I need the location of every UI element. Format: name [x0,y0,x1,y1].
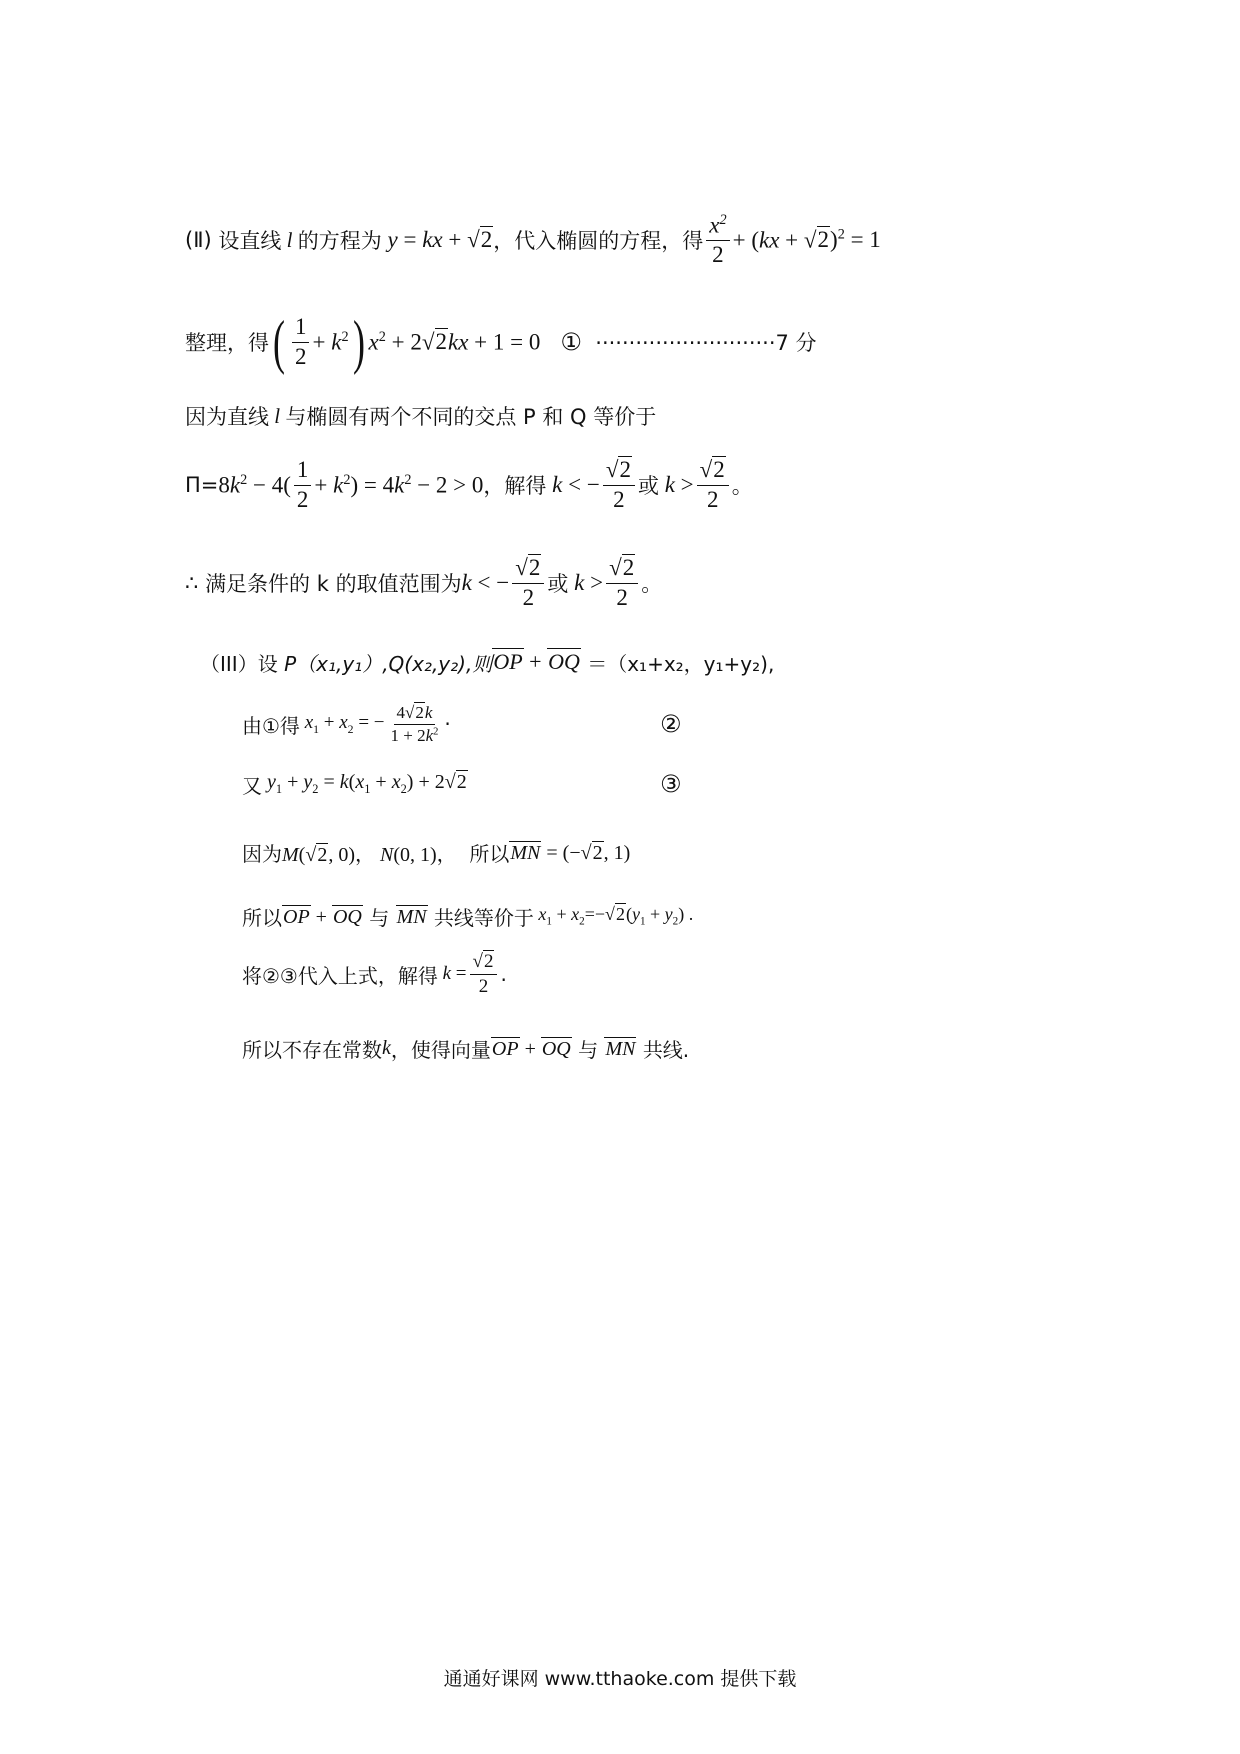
k-less-2: k < − [461,570,510,595]
part3-l7-text2: ，使得向量 [390,1037,491,1062]
ellipse-substitution: + (kx + √2)$^2$ = 1 [732,226,881,253]
q-point: ,Q(x₂,y₂),则 [382,651,493,676]
fraction-sqrt2-over-2-d: $\frac{√2}{2}$ [606,555,638,611]
part2-line4 [185,440,753,530]
part2-line4-end: 。 [731,474,753,498]
var-k: k [382,1036,391,1059]
equation-mark-3: ③ [660,770,682,798]
k-equals: k = [437,963,467,984]
equation-mark-2: ② [660,710,682,738]
fraction-x2-over-2: $\frac{x^2}{2}$ [706,212,729,269]
k-less: k < − [546,472,600,497]
line-equation: y = kx + √2 [381,227,493,252]
vector-sum-3: OP + OQ [491,1037,571,1060]
plus-k2: + $k^2$ [312,328,349,355]
vector-sum: OP + OQ [493,649,580,674]
k-greater: k > [658,472,694,497]
part3-line3 [242,764,468,804]
part2-label: (Ⅱ) [185,228,212,252]
part3-line6 [242,944,507,1004]
p-point: P（x₁,y₁） [284,651,383,676]
sum-x: $x_1 + x_2$ = − [299,711,385,736]
part2-line1-text2: 的方程为 [297,229,382,253]
fraction-4sqrt2k: $\frac{4√2k}{1 + 2k^2}$ [390,702,439,745]
part2-line5 [185,538,662,628]
part2-line1-text3: ，代入椭圆的方程，得 [493,229,704,253]
var-l-2: l [269,403,286,428]
fraction-sqrt2-over-2-e: $\frac{√2}{2}$ [470,951,498,998]
part2-line5-end: 。 [641,572,663,596]
part2-line1 [185,200,881,280]
equation-mark-1: ① [560,328,582,356]
part3-l4-text: 因为 [242,841,282,866]
part3-l2-text: 由①得 [242,713,300,738]
left-paren: ( [272,309,285,375]
fraction-1-over-2: $\frac{1}{2}$ [292,314,310,370]
dot-b: . [500,962,507,986]
vector-mn-3: MN [605,1037,636,1060]
part3-line3-mark [660,766,682,802]
part3-l7-text4: 共线. [642,1037,690,1062]
part2-line5-text: 满足条件的 k 的取值范围为 [205,572,462,596]
fraction-sqrt2-over-2-a: $\frac{√2}{2}$ [603,457,635,513]
part3-l3-text: 又 [242,773,262,798]
part3-line1 [200,642,774,682]
part3-l5-text3: 共线等价于 [433,905,534,930]
part3-l4-text2: 所以 [469,841,510,866]
fraction-1-over-2-b: $\frac{1}{2}$ [294,457,312,513]
vector-mn-2: MN [396,905,427,928]
part3-eq-text: ＝（x₁+x₂，y₁+y₂), [587,651,775,676]
discriminant-expr: $8k^2 - 4$( [218,471,291,498]
fraction-sqrt2-over-2-b: $\frac{√2}{2}$ [697,457,729,513]
therefore-symbol: ∴ [185,571,199,595]
part2-line3-text: 因为直线 [185,405,269,429]
part2-line2-text: 整理，得 [185,331,269,355]
part2-line4-text: ，解得 [483,474,547,498]
part3-l6-text: 将②③代入上式，解得 [242,963,438,988]
part3-line4 [242,832,630,872]
part2-line2 [185,302,817,382]
part3-l7-text: 所以不存在常数 [242,1037,382,1062]
part3-line5 [242,896,693,936]
page-footer: 通通好课网 www.tthaoke.com 提供下载 [443,1668,797,1690]
part3-line7 [242,1028,689,1068]
part2-line5-or: 或 [547,572,569,596]
collinear-condition: $x_1 + x_2=-√2(y_1 + y_2)$ . [533,904,694,928]
part2-line4-or: 或 [637,474,659,498]
part3-line2-mark [660,706,682,742]
fraction-sqrt2-over-2-c: $\frac{√2}{2}$ [512,555,544,611]
k-greater-2: k > [568,570,604,595]
vector-mn: MN = (−√2, 1) [510,841,631,864]
dot-a: · [444,712,451,736]
var-l: l [281,227,298,252]
part3-line2 [242,694,451,754]
discriminant-expr-2: + $k^2) = 4k^2 - 2 > 0$ [314,471,484,498]
point-m-n: M(√2, 0)， N(0, 1)， [282,843,457,866]
part2-line3-text2: 与椭圆有两个不同的交点 P 和 Q 等价于 [285,405,657,429]
right-paren: ) [352,309,365,375]
part3-l5-text2: 与 [369,905,390,930]
part3-l7-text3: 与 [578,1037,599,1062]
part2-line1-text: 设直线 [218,229,282,253]
part3-l5-text: 所以 [242,905,282,930]
quadratic-rest: $x^2 + 2√2kx + 1 = 0$ [368,328,541,355]
vector-sum-2: OP + OQ [283,905,362,928]
part3-label: （III）设 [200,651,278,676]
score-7: ···························7 分 [595,331,817,355]
delta-symbol: Π= [185,473,219,497]
sum-y: $y_1 + y_2 = k(x_1 + x_2) + 2√2$ [262,771,467,796]
part2-line3 [185,396,656,436]
